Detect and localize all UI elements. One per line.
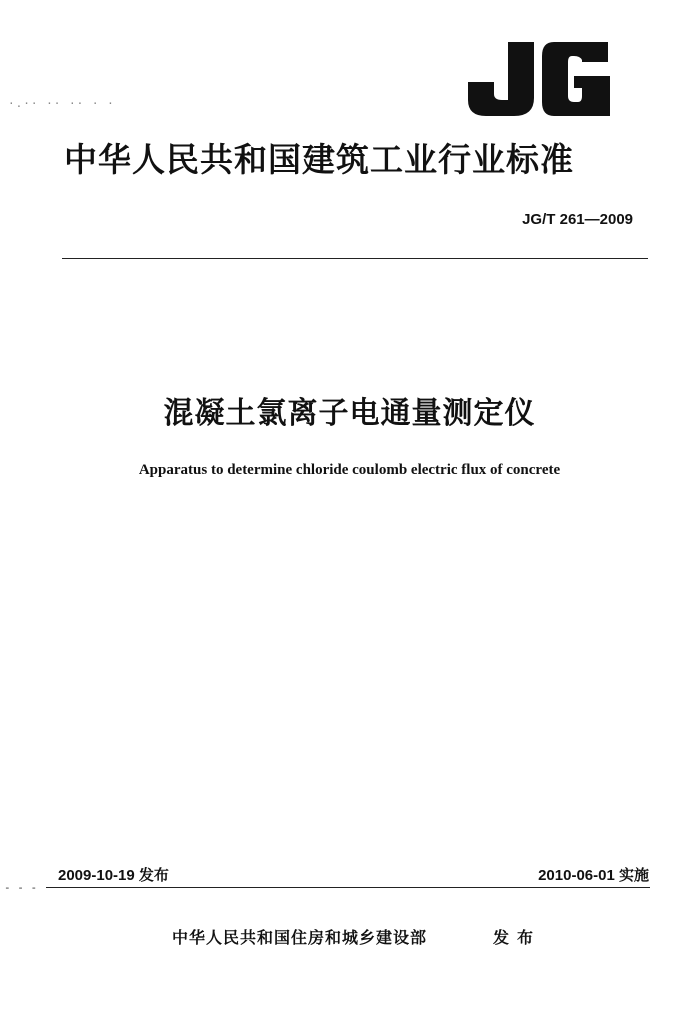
publisher-name: 中华人民共和国住房和城乡建设部 [172, 928, 428, 947]
footer-divider [46, 887, 650, 888]
jg-logo-graphic [468, 38, 614, 116]
scan-artifact-text: ·.·· ·· ·· · · [8, 97, 115, 110]
organization-header: 中华人民共和国建筑工业行业标准 [64, 140, 574, 179]
header-divider [62, 258, 648, 259]
document-title-english: Apparatus to determine chloride coulomb electric flux of concrete [138, 462, 561, 478]
standard-number: JG/T 261—2009 [522, 211, 633, 228]
implementation-date: 2010-06-01 实施 [538, 867, 649, 884]
margin-mark: - - - [4, 881, 38, 894]
jg-logo [468, 38, 614, 116]
publish-label: 发布 [493, 928, 542, 947]
issue-date: 2009-10-19 发布 [58, 867, 169, 884]
document-title-chinese: 混凝土氯离子电通量测定仪 [163, 396, 536, 431]
